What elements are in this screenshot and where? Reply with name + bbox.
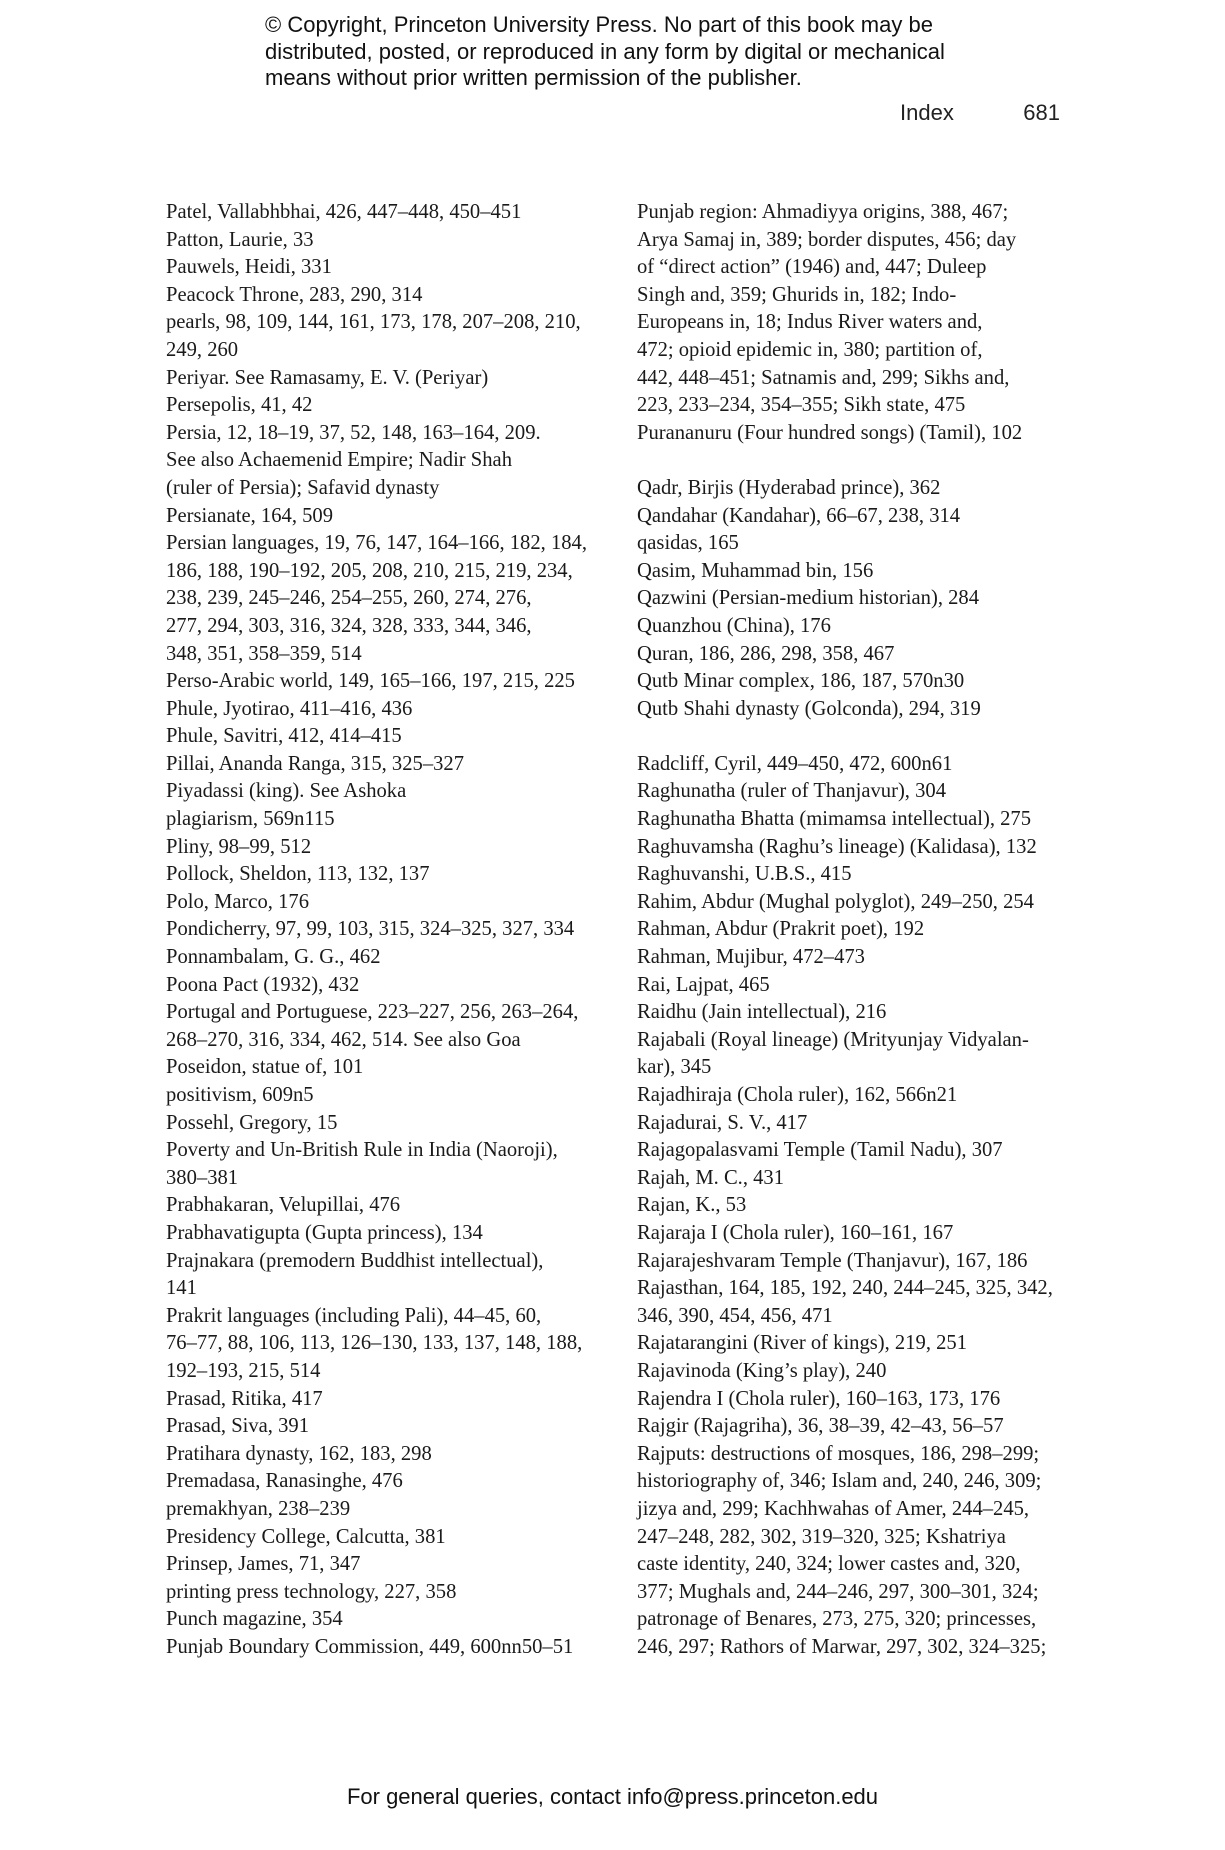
index-column-left [166, 199, 606, 1661]
index-entry [637, 668, 1067, 696]
index-entry-line: Prabhakaran, Velupillai, 476 [166, 1194, 401, 1217]
index-entry [166, 1413, 606, 1441]
index-entry [166, 1054, 606, 1082]
index-entry [166, 972, 606, 1000]
index-entry-line: Prinsep, James, 71, 347 [166, 1553, 361, 1576]
index-entry-continuation: 141 [166, 1277, 197, 1300]
index-entry-line: pearls, 98, 109, 144, 161, 173, 178, 207–208, 210, [166, 311, 581, 334]
index-entry-line: Pliny, 98–99, 512 [166, 835, 312, 858]
index-entry-line: Prasad, Siva, 391 [166, 1415, 309, 1438]
index-entry-line: Presidency College, Calcutta, 381 [166, 1525, 446, 1548]
index-entry [637, 1330, 1067, 1358]
index-entry [637, 1275, 1067, 1330]
index-entry-line: Rahman, Abdur (Prakrit poet), 192 [637, 918, 925, 941]
index-entry [637, 1248, 1067, 1276]
index-entry [166, 861, 606, 889]
index-entry-continuation: 186, 188, 190–192, 205, 208, 210, 215, 219, 234, [166, 559, 573, 582]
index-entry-line: Premadasa, Ranasinghe, 476 [166, 1470, 403, 1493]
index-entry-line: Quanzhou (China), 176 [637, 614, 831, 637]
index-entry-line: Raidhu (Jain intellectual), 216 [637, 1001, 887, 1024]
index-entry-line: Qazwini (Persian-medium historian), 284 [637, 587, 980, 610]
index-entry [637, 889, 1067, 917]
index-entry [166, 806, 606, 834]
index-entry-continuation: Singh and, 359; Ghurids in, 182; Indo- [637, 283, 957, 306]
index-entry-line: Qandahar (Kandahar), 66–67, 238, 314 [637, 504, 961, 527]
index-entry [166, 1551, 606, 1579]
index-entry-line: Piyadassi (king). See Ashoka [166, 780, 407, 803]
index-entry-line: Persian languages, 19, 76, 147, 164–166, 182, 184, [166, 532, 587, 555]
index-entry-continuation: 223, 233–234, 354–355; Sikh state, 475 [637, 394, 966, 417]
index-entry-line: Raghuvanshi, U.B.S., 415 [637, 863, 852, 886]
index-entry [166, 420, 606, 503]
index-entry-continuation: 268–270, 316, 334, 462, 514. See also Goa [166, 1028, 521, 1051]
index-entry [166, 503, 606, 531]
index-entry [637, 944, 1067, 972]
index-entry-line: Possehl, Gregory, 15 [166, 1111, 338, 1134]
index-entry-line: Rajasthan, 164, 185, 192, 240, 244–245, 325, 342, [637, 1277, 1053, 1300]
footer-contact: For general queries, contact info@press.princeton.edu [346, 1784, 879, 1809]
index-entry-line: printing press technology, 227, 358 [166, 1580, 457, 1603]
index-entry [166, 1110, 606, 1138]
index-entry [166, 1082, 606, 1110]
index-entry [637, 778, 1067, 806]
index-column-right [637, 199, 1067, 1661]
letter-group-gap [637, 447, 1067, 475]
index-entry-continuation: 246, 297; Rathors of Marwar, 297, 302, 324–325; [637, 1635, 1047, 1658]
index-entry [166, 1496, 606, 1524]
index-entry [166, 1579, 606, 1607]
index-entry [637, 1110, 1067, 1138]
index-entry [637, 999, 1067, 1027]
index-entry-line: Prasad, Ritika, 417 [166, 1387, 323, 1410]
index-entry [637, 613, 1067, 641]
copyright-notice [265, 12, 1025, 92]
index-entry [166, 1386, 606, 1414]
index-entry [637, 1220, 1067, 1248]
index-entry [166, 889, 606, 917]
index-entry [166, 999, 606, 1054]
copyright-line-2: distributed, posted, or reproduced in any form by digital or mechanical [265, 38, 945, 64]
index-entry [166, 1524, 606, 1552]
index-entry-line: Rajputs: destructions of mosques, 186, 298–299; [637, 1442, 1040, 1465]
index-entry [637, 696, 1067, 724]
index-entry-line: Prabhavatigupta (Gupta princess), 134 [166, 1221, 483, 1244]
index-entry-continuation: 249, 260 [166, 338, 239, 361]
index-entry [637, 1441, 1067, 1662]
index-entry [637, 751, 1067, 779]
index-entry-line: Rahim, Abdur (Mughal polyglot), 249–250, 254 [637, 890, 1034, 913]
index-entry [166, 668, 606, 696]
index-entry [166, 751, 606, 779]
index-entry-continuation: See also Achaemenid Empire; Nadir Shah [166, 449, 512, 472]
index-entry [166, 392, 606, 420]
index-entry-continuation: 380–381 [166, 1166, 239, 1189]
index-entry [166, 696, 606, 724]
index-entry-line: Poverty and Un-British Rule in India (Naoroji), [166, 1139, 558, 1162]
index-entry-line: Prajnakara (premodern Buddhist intellectual), [166, 1249, 544, 1272]
index-entry-line: Radcliff, Cyril, 449–450, 472, 600n61 [637, 752, 953, 775]
index-entry-line: Phule, Jyotirao, 411–416, 436 [166, 697, 413, 720]
page-number: 681 [1023, 100, 1060, 125]
index-entry [166, 309, 606, 364]
index-entry-line: Phule, Savitri, 412, 414–415 [166, 725, 402, 748]
index-entry [637, 1358, 1067, 1386]
index-entry-line: Rajavinoda (King’s play), 240 [637, 1359, 887, 1382]
index-entry [637, 420, 1067, 448]
index-entry-continuation: 377; Mughals and, 244–246, 297, 300–301, 324; [637, 1580, 1039, 1603]
index-entry [166, 1220, 606, 1248]
index-entry [166, 254, 606, 282]
index-entry-line: Periyar. See Ramasamy, E. V. (Periyar) [166, 366, 489, 389]
index-entry-line: Raghuvamsha (Raghu’s lineage) (Kalidasa), 132 [637, 835, 1037, 858]
index-entry-continuation: 247–248, 282, 302, 319–320, 325; Kshatriya [637, 1525, 1006, 1548]
index-entry-line: Rajah, M. C., 431 [637, 1166, 785, 1189]
index-entry [166, 1468, 606, 1496]
index-entry-line: Poona Pact (1932), 432 [166, 973, 360, 996]
index-entry [166, 530, 606, 668]
index-entry [637, 1386, 1067, 1414]
index-entry-line: Patel, Vallabhbhai, 426, 447–448, 450–451 [166, 201, 522, 223]
index-entry-continuation: jizya and, 299; Kachhwahas of Amer, 244–245, [637, 1497, 1030, 1520]
index-entry-continuation: patronage of Benares, 273, 275, 320; princesses, [637, 1608, 1037, 1631]
index-entry-continuation: Europeans in, 18; Indus River waters and, [637, 311, 983, 334]
index-entry-line: Qutb Shahi dynasty (Golconda), 294, 319 [637, 697, 981, 720]
index-entry-line: Peacock Throne, 283, 290, 314 [166, 283, 423, 306]
index-entry-line: Pondicherry, 97, 99, 103, 315, 324–325, 327, 334 [166, 918, 575, 941]
index-entry [637, 585, 1067, 613]
index-entry [637, 916, 1067, 944]
index-entry [166, 1606, 606, 1634]
index-entry-line: positivism, 609n5 [166, 1084, 314, 1106]
section-title: Index [900, 100, 954, 125]
index-entry-continuation: 238, 239, 245–246, 254–255, 260, 274, 276, [166, 587, 532, 610]
index-entry [637, 475, 1067, 503]
index-entry-line: Raghunatha (ruler of Thanjavur), 304 [637, 780, 946, 803]
index-entry-line: Rajatarangini (River of kings), 219, 251 [637, 1332, 968, 1355]
running-head [900, 100, 1060, 126]
index-entry-line: Rai, Lajpat, 465 [637, 973, 770, 996]
index-entry-line: Qadr, Birjis (Hyderabad prince), 362 [637, 476, 941, 499]
index-entry-continuation: 277, 294, 303, 316, 324, 328, 333, 344, 346, [166, 614, 532, 637]
index-entry-line: Rajadurai, S. V., 417 [637, 1111, 808, 1134]
index-entry [166, 944, 606, 972]
index-entry [637, 199, 1067, 420]
index-entry-line: qasidas, 165 [637, 532, 739, 555]
index-entry [166, 834, 606, 862]
index-entry [166, 778, 606, 806]
index-entry-line: Persia, 12, 18–19, 37, 52, 148, 163–164, 209. [166, 421, 541, 444]
index-entry-line: premakhyan, 238–239 [166, 1497, 351, 1520]
index-entry [637, 1165, 1067, 1193]
index-entry-continuation: 472; opioid epidemic in, 380; partition of, [637, 338, 983, 361]
index-entry [166, 1248, 606, 1303]
copyright-line-3: means without prior written permission of the publisher. [265, 65, 802, 90]
letter-group-gap [637, 723, 1067, 751]
index-entry-line: Punch magazine, 354 [166, 1608, 343, 1631]
index-entry-continuation: Arya Samaj in, 389; border disputes, 456; day [637, 228, 1017, 251]
index-entry-line: Ponnambalam, G. G., 462 [166, 946, 381, 969]
index-entry-line: Qasim, Muhammad bin, 156 [637, 559, 874, 582]
index-entry [637, 834, 1067, 862]
index-entry-line: Pauwels, Heidi, 331 [166, 256, 332, 279]
index-entry [166, 1634, 606, 1662]
index-entry-line: Rajaraja I (Chola ruler), 160–161, 167 [637, 1221, 954, 1244]
copyright-line-1: © Copyright, Princeton University Press. No part of this book may be [265, 12, 933, 37]
index-entry-continuation: 348, 351, 358–359, 514 [166, 642, 362, 665]
index-entry [637, 972, 1067, 1000]
index-entry [637, 806, 1067, 834]
index-entry-line: Punjab region: Ahmadiyya origins, 388, 467; [637, 201, 1009, 223]
index-entry-line: Rajarajeshvaram Temple (Thanjavur), 167, 186 [637, 1249, 1028, 1272]
index-entry-line: Poseidon, statue of, 101 [166, 1056, 364, 1079]
index-entry [637, 1082, 1067, 1110]
index-entry [637, 861, 1067, 889]
index-entry [166, 723, 606, 751]
index-entry-continuation: (ruler of Persia); Safavid dynasty [166, 476, 440, 499]
index-entry-line: Punjab Boundary Commission, 449, 600nn50–51 [166, 1635, 574, 1658]
index-entry-line: Patton, Laurie, 33 [166, 228, 314, 251]
index-entry-continuation: 346, 390, 454, 456, 471 [637, 1304, 833, 1327]
index-entry-continuation: historiography of, 346; Islam and, 240, 246, 309; [637, 1470, 1042, 1493]
index-entry [166, 1192, 606, 1220]
index-entry-line: Rajgir (Rajagriha), 36, 38–39, 42–43, 56–57 [637, 1415, 1004, 1438]
index-entry [637, 530, 1067, 558]
index-entry-line: Persepolis, 41, 42 [166, 394, 313, 417]
index-entry [637, 1137, 1067, 1165]
index-entry [637, 641, 1067, 669]
index-entry-line: Rajagopalasvami Temple (Tamil Nadu), 307 [637, 1139, 1003, 1162]
index-entry-line: Prakrit languages (including Pali), 44–45, 60, [166, 1304, 542, 1327]
index-entry [637, 1413, 1067, 1441]
index-entry-continuation: 192–193, 215, 514 [166, 1359, 321, 1382]
index-entry-line: Pratihara dynasty, 162, 183, 298 [166, 1442, 432, 1465]
index-entry-line: Quran, 186, 286, 298, 358, 467 [637, 642, 895, 665]
index-entry-line: Perso-Arabic world, 149, 165–166, 197, 215, 225 [166, 670, 575, 693]
index-entry [166, 282, 606, 310]
index-entry [637, 558, 1067, 586]
index-entry [637, 1192, 1067, 1220]
index-entry [166, 1303, 606, 1386]
index-entry-line: Rahman, Mujibur, 472–473 [637, 946, 865, 969]
index-entry-line: Raghunatha Bhatta (mimamsa intellectual), 275 [637, 808, 1032, 831]
index-entry-line: Pollock, Sheldon, 113, 132, 137 [166, 863, 430, 886]
index-entry-line: Polo, Marco, 176 [166, 890, 309, 913]
index-entry-line: Pillai, Ananda Ranga, 315, 325–327 [166, 752, 465, 775]
index-entry [166, 199, 606, 227]
index-entry-line: Rajadhiraja (Chola ruler), 162, 566n21 [637, 1084, 958, 1106]
index-entry-line: Rajendra I (Chola ruler), 160–163, 173, 176 [637, 1387, 1001, 1410]
index-entry-continuation: 442, 448–451; Satnamis and, 299; Sikhs and, [637, 366, 1010, 389]
index-entry-line: Rajan, K., 53 [637, 1194, 747, 1217]
index-entry [166, 1137, 606, 1192]
index-entry [166, 227, 606, 255]
index-entry-line: Purananuru (Four hundred songs) (Tamil), 102 [637, 421, 1023, 444]
index-entry [637, 1027, 1067, 1082]
index-entry-continuation: kar), 345 [637, 1056, 712, 1079]
index-entry [166, 1441, 606, 1469]
index-entry [166, 365, 606, 393]
index-entry [637, 503, 1067, 531]
index-entry-line: Qutb Minar complex, 186, 187, 570n30 [637, 670, 965, 693]
index-entry-line: Persianate, 164, 509 [166, 504, 334, 527]
index-entry [166, 916, 606, 944]
index-entry-line: Portugal and Portuguese, 223–227, 256, 263–264, [166, 1001, 579, 1024]
index-entry-continuation: caste identity, 240, 324; lower castes and, 320, [637, 1553, 1021, 1576]
index-entry-continuation: 76–77, 88, 106, 113, 126–130, 133, 137, 148, 188, [166, 1332, 583, 1355]
index-entry-line: plagiarism, 569n115 [166, 808, 335, 831]
index-entry-line: Rajabali (Royal lineage) (Mrityunjay Vidyalan- [637, 1028, 1029, 1051]
index-entry-continuation: of “direct action” (1946) and, 447; Duleep [637, 256, 987, 279]
